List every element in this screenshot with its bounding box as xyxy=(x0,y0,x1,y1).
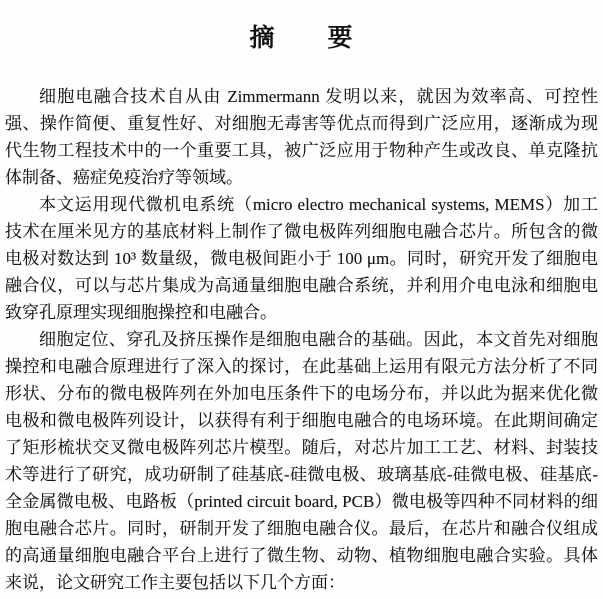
abstract-paragraph-1: 细胞电融合技术自从由 Zimmermann 发明以来，就因为效率高、可控性强、操作简便、重复性好、对细胞无毒害等优点而得到广泛应用，逐渐成为现代生物工程技术中的一个重要工具，被广泛应用于物种产生或改良、单克隆抗体制备、癌症免疫治疗等领域。 xyxy=(5,87,598,187)
page-title: 摘 要 xyxy=(249,25,354,52)
abstract-paragraph-2: 本文运用现代微机电系统（micro electro mechanical systems, MEMS）加工技术在厘米见方的基底材料上制作了微电极阵列细胞电融合芯片。所包含的微电极对数达到 10³ 数量级，微电极间距小于 100 μm。同时，研究开发了细胞电融合仪，可以与芯片集成为高通量细胞电融合系统，并利用介电电泳和细胞电致穿孔原理实现细胞操控和电融合。 xyxy=(5,195,598,322)
abstract-paragraph-3: 细胞定位、穿孔及挤压操作是细胞电融合的基础。因此，本文首先对细胞操控和电融合原理进行了深入的探讨，在此基础上运用有限元方法分析了不同形状、分布的微电极阵列在外加电压条件下的电场分布，并以此为据来优化微电极和微电极阵列设计，以获得有利于细胞电融合的电场环境。在此期间确定了矩形梳状交叉微电极阵列芯片模型。随后，对芯片加工工艺、材料、封装技术等进行了研究，成功研制了硅基底-硅微电极、玻璃基底-硅微电极、硅基底-全金属微电极、电路板（printed circuit board, PCB）微电极等四种不同材料的细胞电融合芯片。同时，研制开发了细胞电融合仪。最后，在芯片和融合仪组成的高通量细胞电融合平台上进行了微生物、动物、植物细胞电融合实验。具体来说，论文研究工作主要包括以下几个方面： xyxy=(5,330,598,592)
abstract-body xyxy=(5,83,598,596)
